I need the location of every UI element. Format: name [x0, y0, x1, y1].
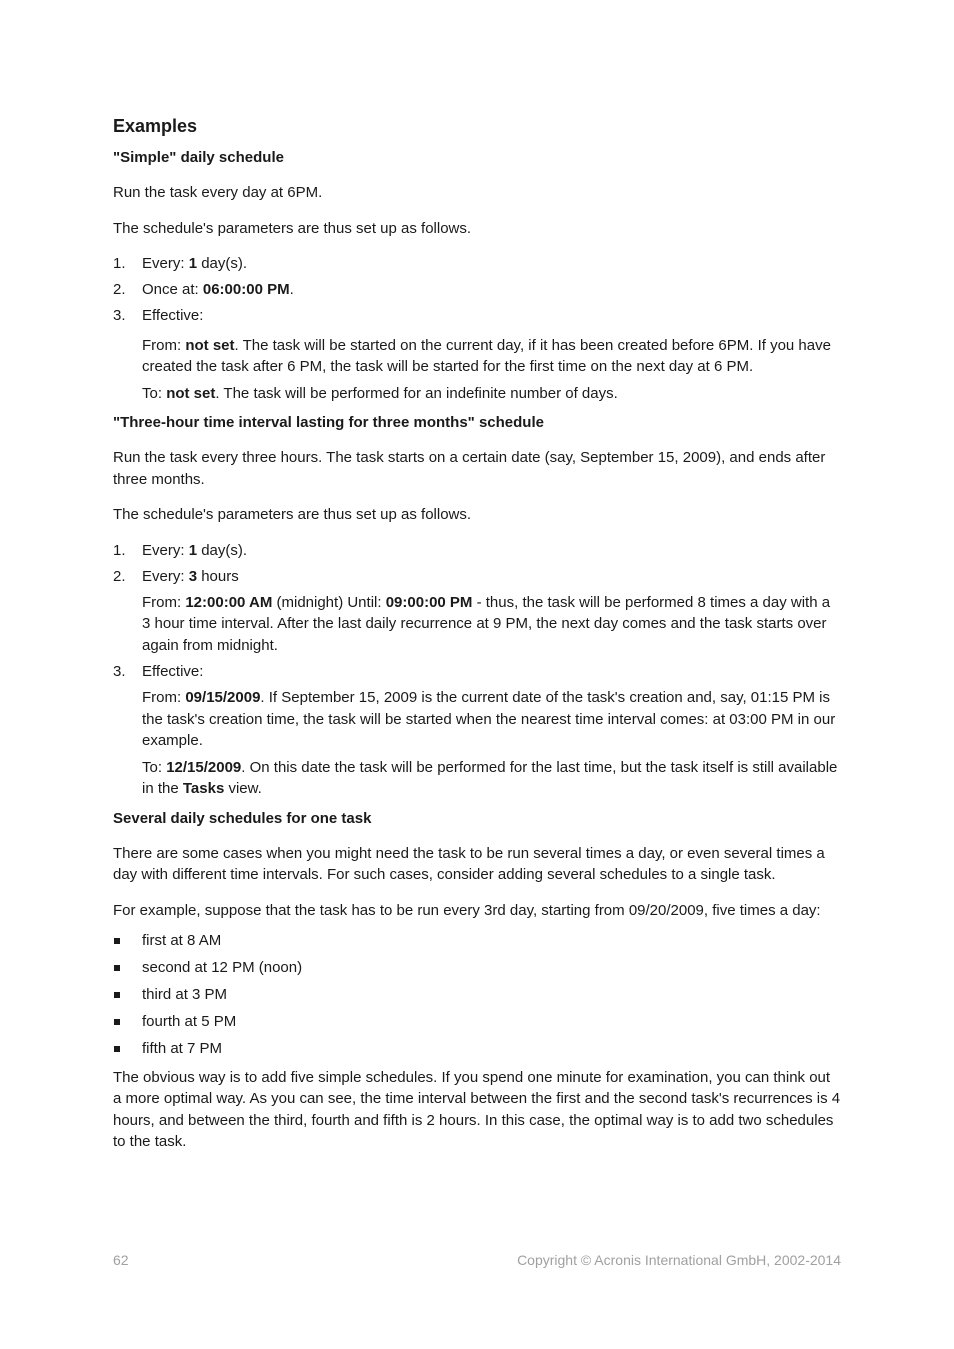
list-item: 2. Once at: 06:00:00 PM.	[113, 281, 294, 298]
page-heading: Examples	[113, 116, 198, 136]
list-item: 2. Every: 3 hours	[113, 567, 239, 585]
effective-to: To: not set. The task will be performed for an indefinite number of days.	[142, 384, 618, 402]
effective-from: From: 09/15/2009. If September 15, 2009 is the current date of the task's creation and, say, 01:15 PM is the task's creation time, the task will be started when the nearest time interval comes: at 03:00 PM in our example.	[142, 689, 836, 749]
list-item: first at 8 AM	[113, 930, 841, 952]
copyright-notice: Copyright © Acronis International GmbH, 2002-2014	[517, 1252, 841, 1268]
list-item: second at 12 PM (noon)	[113, 957, 841, 979]
bullet-list	[113, 930, 841, 1060]
paragraph: The schedule's parameters are thus set up as follows.	[113, 506, 472, 523]
numbered-list	[113, 540, 841, 588]
bullet-square-icon	[114, 965, 120, 971]
list-item: 1. Every: 1 day(s).	[113, 541, 248, 559]
bullet-square-icon	[114, 1046, 120, 1052]
paragraph: For example, suppose that the task has to be run every 3rd day, starting from 09/20/2009, five times a day:	[113, 901, 821, 919]
page-number: 62	[113, 1252, 129, 1268]
bullet-square-icon	[114, 992, 120, 998]
paragraph: The obvious way is to add five simple schedules. If you spend one minute for examination, you can think out a more optimal way. As you can see, the time interval between the first and the second task's recurrences is 4 hours, and between the third, fourth and fifth is 2 hours. In this case, the optimal way is to add two schedules to the task.	[113, 1068, 841, 1150]
list-item: fourth at 5 PM	[113, 1011, 841, 1033]
paragraph: Run the task every day at 6PM.	[113, 184, 323, 201]
list-item: third at 3 PM	[113, 984, 841, 1006]
section-title-simple: "Simple" daily schedule	[113, 149, 284, 166]
section-title-several-daily: Several daily schedules for one task	[113, 809, 372, 827]
effective-to: To: 12/15/2009. On this date the task will be performed for the last time, but the task itself is still available in the Tasks view.	[142, 758, 838, 797]
numbered-list	[113, 253, 841, 327]
interval-description: From: 12:00:00 AM (midnight) Until: 09:00:00 PM - thus, the task will be performed 8 times a day with a 3 hour time interval. After the last daily recurrence at 9 PM, the next day comes and the task starts over again from midnight.	[142, 593, 831, 654]
effective-from: From: not set. The task will be started on the current day, if it has been created before 6PM. If you have created the task after 6 PM, the task will be started for the first time on the next day at 6 PM.	[142, 336, 831, 375]
bullet-square-icon	[114, 1019, 120, 1025]
paragraph: There are some cases when you might need the task to be run several times a day, or even several times a day with different time intervals. For such cases, consider adding several schedules to a single task.	[113, 844, 825, 883]
list-item: 1. Every: 1 day(s).	[113, 255, 248, 272]
list-item: 3. Effective:	[113, 307, 204, 324]
paragraph: The schedule's parameters are thus set up as follows.	[113, 219, 472, 237]
bullet-square-icon	[114, 938, 120, 944]
paragraph: Run the task every three hours. The task starts on a certain date (say, September 15, 2009), and ends after three months.	[113, 449, 826, 488]
list-item: 3. Effective:	[113, 663, 204, 680]
section-title-three-hour: "Three-hour time interval lasting for three months" schedule	[113, 414, 544, 431]
list-item: fifth at 7 PM	[113, 1038, 841, 1060]
document-page	[113, 114, 841, 1167]
numbered-list	[113, 661, 841, 683]
